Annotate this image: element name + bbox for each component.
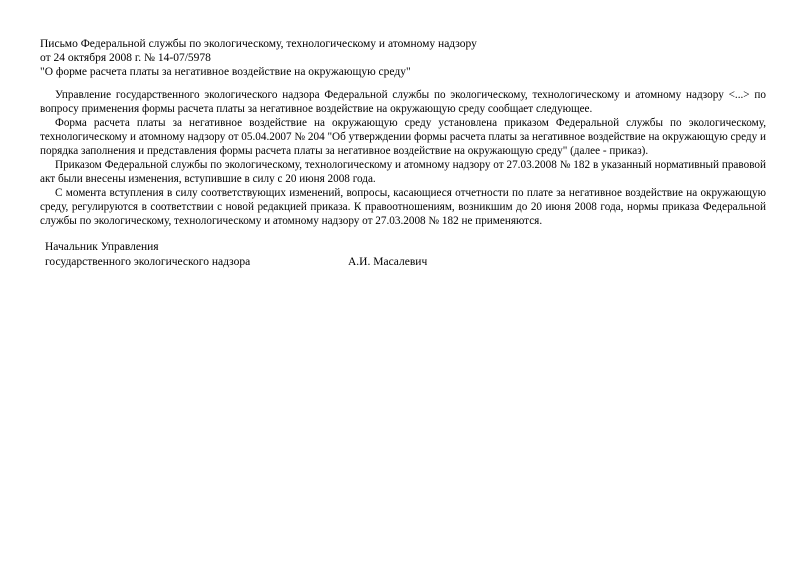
signature-block xyxy=(45,240,545,270)
signature-department-row xyxy=(45,255,545,270)
body-paragraph: С момента вступления в силу соответствующих изменений, вопросы, касающиеся отчетности по плате за негативное воздействие на окружающую среду, регулируются в соответствии с новой редакцией приказа. К правоотношениям, возникшим до 20 июня 2008 года, нормы приказа Федеральной службы по экологическому, технологическому и атомному надзору от 27.03.2008 № 182 не применяются. xyxy=(40,187,766,227)
body-paragraph: Управление государственного экологического надзора Федеральной службы по экологическому, технологическому и атомному надзору <...> по вопросу применения формы расчета платы за негативное воздействие на окружающую среду сообщает следующее. xyxy=(40,89,766,115)
signature-title-row xyxy=(45,240,545,255)
signature-name: А.И. Масалевич xyxy=(348,256,428,268)
header-title: Письмо Федеральной службы по экологическому, технологическому и атомному надзору xyxy=(40,38,477,50)
signature-title-line1: Начальник Управления xyxy=(45,241,159,253)
document-header xyxy=(40,37,540,79)
document-body xyxy=(40,88,766,228)
body-paragraph: Приказом Федеральной службы по экологическому, технологическому и атомному надзору от 27.03.2008 № 182 в указанный нормативный правовой акт были внесены изменения, вступившие в силу с 20 июня 2008 года. xyxy=(40,159,766,185)
header-date-number: от 24 октября 2008 г. № 14-07/5978 xyxy=(40,52,211,64)
signature-title-line2: государственного экологического надзора xyxy=(45,256,251,268)
header-subject: "О форме расчета платы за негативное воздействие на окружающую среду" xyxy=(40,66,411,78)
body-paragraph: Форма расчета платы за негативное воздействие на окружающую среду установлена приказом Федеральной службы по экологическому, технологическому и атомному надзору от 05.04.2007 № 204 "Об утверждении формы расчета платы за негативное воздействие на окружающую среду и порядка заполнения и представления формы расчета платы за негативное воздействие на окружающую среду" (далее - приказ). xyxy=(40,117,766,157)
